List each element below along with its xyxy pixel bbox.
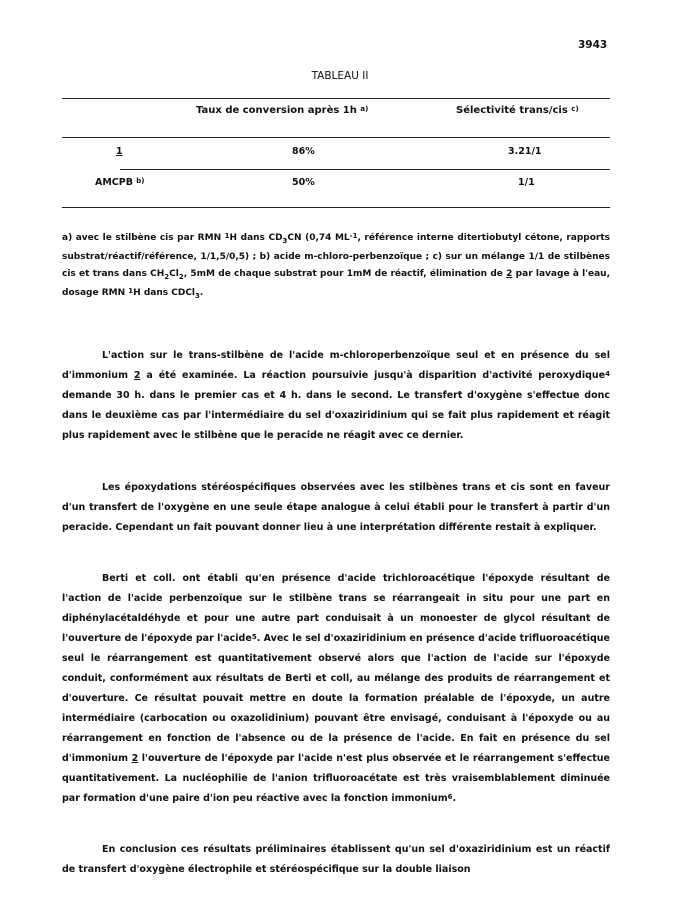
paragraph-3: Berti et coll. ont établi qu'en présence d'acide trichloroacétique l'époxyde résultant de l'action de l'acide perbenzoïque sur le stilbène trans se réarrangeait in situ pour une part en diphénylacétaldéhyde et pour une autre part conduisait à un monoester de glycol résultant de l'ouverture de l'époxyde par l'acide$^5$. Avec le sel d'oxaziridinium en présence d'acide trifluoroacétique seul le réarrangement est quantitativement observé alors que l'action de l'acide sur l'époxyde conduit, conformément aux résultats de Berti et coll, au mélange des produits de réarrangement et d'ouverture. Ce résultat pouvait mettre en doute la formation préalable de l'époxyde, un autre intermédiaire (carbocation ou oxazolidinium) pouvant être envisagé, conduisant à l'époxyde ou au réarrangement en fonction de l'absence ou de la présence de l'acide. En fait en présence du sel d'immonium 2 l'ouverture de l'époxyde par l'acide n'est plus observée et le réarrangement s'effectue quantitativement. La nucléophilie de l'anion trifluoroacétate est très vraisemblablement diminuée par formation d'une paire d'ion peu réactive avec la fonction immonium$^6$. bbox=[62, 573, 610, 804]
table-title: TABLEAU II bbox=[311, 70, 369, 82]
table-footnotes bbox=[62, 230, 610, 304]
header-conversion: Taux de conversion après 1h $^{a)}$ bbox=[196, 105, 369, 116]
row1-selectivity: 3.21/1 bbox=[508, 146, 542, 157]
header-selectivity: Sélectivité trans/cis $^{c)}$ bbox=[456, 105, 579, 116]
row2-selectivity: 1/1 bbox=[518, 177, 535, 188]
row1-reagent: 1 bbox=[116, 146, 123, 157]
paragraph-4: En conclusion ces résultats préliminaires établissent qu'un sel d'oxaziridinium est un réactif de transfert d'oxygène électrophile et stéréospécifique sur la double liaison bbox=[62, 844, 610, 875]
row2-reagent: AMCPB $^{b)}$ bbox=[95, 177, 145, 188]
table-header-rule bbox=[62, 137, 610, 138]
row2-conversion: 50% bbox=[292, 177, 315, 188]
table-row-rule bbox=[120, 169, 610, 170]
row1-conversion: 86% bbox=[292, 146, 315, 157]
table-top-rule bbox=[62, 98, 610, 99]
footnote-text: a) avec le stilbène cis par RMN $^1$H dans $CD_3CN$ (0,74 $ML^{-1}$, référence interne ditertiobutyl cétone, rapports substrat/réactif/référence, 1/1,5/0,5) ; b) acide m-chloro-perbenzoïque ; c) sur un mélange 1/1 de stilbènes cis et trans dans $CH_2Cl_2$, 5mM de chaque substrat pour 1mM de réactif, élimination de 2 par lavage à l'eau, dosage RMN $^1$H dans CDCl$_3$. bbox=[62, 232, 611, 300]
table-bottom-rule bbox=[62, 207, 610, 208]
paragraph-1: L'action sur le trans-stilbène de l'acide m-chloroperbenzoïque seul et en présence du sel d'immonium 2 a été examinée. La réaction poursuivie jusqu'à disparition d'activité peroxydique$^4$ demande 30 h. dans le premier cas et 4 h. dans le second. Le transfert d'oxygène s'effectue donc dans le deuxième cas par l'intermédiaire du sel d'oxaziridinium qui se fait plus rapidement et réagit plus rapidement avec le stilbène que le peracide ne réagit avec ce dernier. bbox=[62, 350, 610, 441]
page-number: 3943 bbox=[578, 39, 608, 51]
paragraph-2: Les époxydations stéréospécifiques observées avec les stilbènes trans et cis sont en faveur d'un transfert de l'oxygène en une seule étape analogue à celui établi pour le transfert à partir d'un peracide. Cependant un fait pouvant donner lieu à une interprétation différente restait à expliquer. bbox=[62, 482, 610, 533]
